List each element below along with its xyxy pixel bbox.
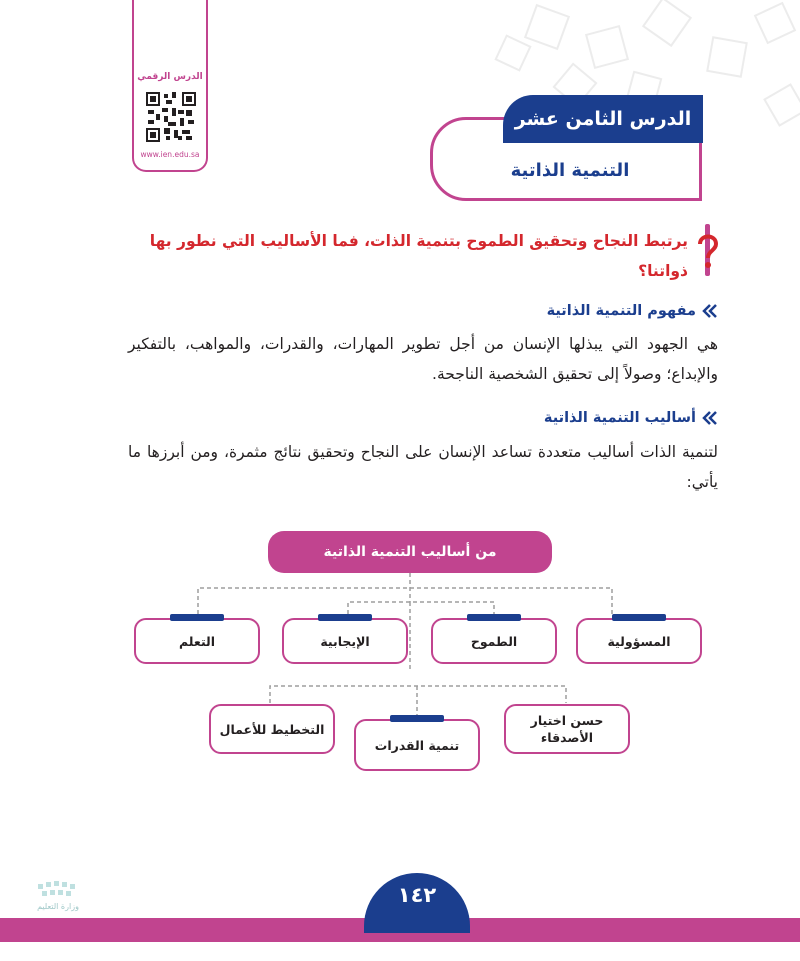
methods-heading bbox=[544, 410, 718, 426]
lesson-title: التنمية الذاتية bbox=[510, 159, 630, 181]
method-label: التعلم bbox=[178, 633, 216, 649]
ministry-name: وزارة التعليم bbox=[37, 902, 79, 911]
method-label: التخطيط للأعمال bbox=[219, 721, 325, 737]
double-chevron-left-icon bbox=[702, 411, 718, 425]
method-label: الطموح bbox=[470, 633, 518, 649]
lesson-number-tab: الدرس الثامن عشر bbox=[503, 95, 703, 143]
node-tab bbox=[170, 614, 224, 621]
lesson-question: يرتبط النجاح وتحقيق الطموح بتنمية الذات، فما الأساليب التي نطور بها ذواتنا؟ bbox=[149, 232, 688, 280]
diagram-root: من أساليب التنمية الذاتية bbox=[268, 531, 552, 573]
method-label: حسن اختيار الأصدقاء bbox=[530, 713, 604, 745]
method-node bbox=[134, 618, 260, 664]
method-node bbox=[504, 704, 630, 754]
concept-heading bbox=[547, 303, 718, 319]
qr-url: www.ien.edu.sa bbox=[140, 150, 200, 159]
concept-heading-text: مفهوم التنمية الذاتية bbox=[546, 303, 696, 319]
method-node bbox=[354, 719, 480, 771]
method-label: الإيجابية bbox=[320, 633, 370, 649]
node-tab bbox=[467, 614, 521, 621]
concept-body: هي الجهود التي يبذلها الإنسان من أجل تطوير المهارات، والقدرات، والمواهب، بالتفكير والإبداع؛ وصولاً إلى تحقيق الشخصية الناجحة. bbox=[128, 335, 718, 383]
method-node bbox=[431, 618, 557, 664]
method-node bbox=[282, 618, 408, 664]
question-mark-icon bbox=[694, 222, 720, 278]
methods-heading-text: أساليب التنمية الذاتية bbox=[543, 410, 696, 426]
method-node bbox=[576, 618, 702, 664]
method-node bbox=[209, 704, 335, 754]
node-tab bbox=[318, 614, 372, 621]
qr-label: الدرس الرقمي bbox=[137, 72, 203, 82]
node-tab bbox=[390, 715, 444, 722]
methods-body: لتنمية الذات أساليب متعددة تساعد الإنسان على النجاح وتحقيق نتائج مثمرة، ومن أبرزها ما يأتي: bbox=[128, 443, 718, 491]
method-label: تنمية القدرات bbox=[374, 737, 460, 753]
qr-code-icon[interactable] bbox=[146, 92, 196, 142]
method-label: المسؤولية bbox=[607, 633, 671, 649]
digital-lesson-qr-box[interactable] bbox=[132, 0, 208, 172]
double-chevron-left-icon bbox=[702, 304, 718, 318]
page-number: ١٤٢ bbox=[364, 873, 470, 933]
node-tab bbox=[612, 614, 666, 621]
